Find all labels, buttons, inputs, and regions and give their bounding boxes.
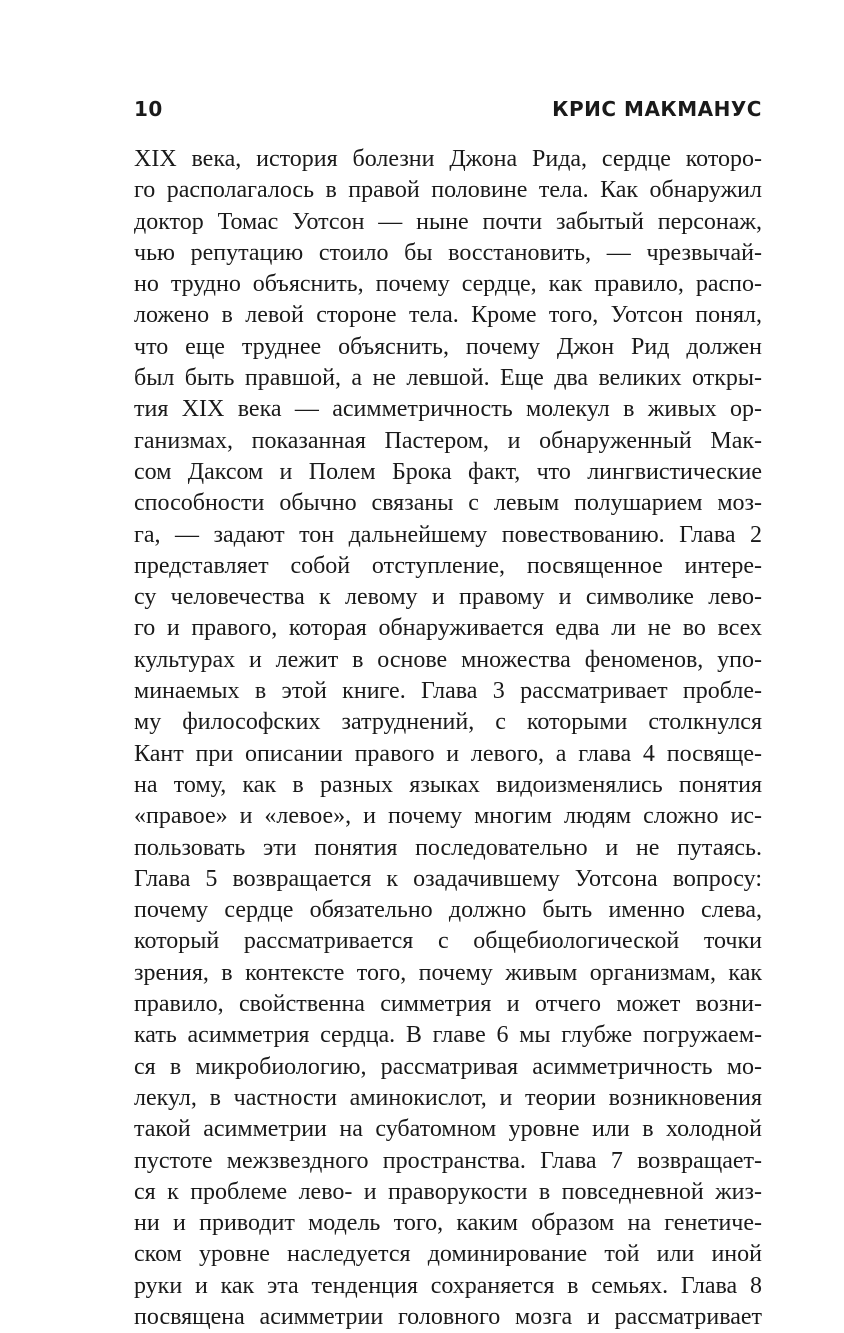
text-line: га, — задают тон дальнейшему повествованию. Глава 2 [134, 521, 762, 548]
text-line: ложено в левой стороне тела. Кроме того, Уотсон понял, [134, 302, 762, 329]
text-line: который рассматривается с общебиологической точки [134, 928, 762, 955]
text-line: посвящена асимметрии головного мозга и рассматривает [134, 1303, 762, 1330]
text-line: что еще труднее объяснить, почему Джон Рид должен [134, 333, 762, 360]
text-line: лекул, в частности аминокислот, и теории возникновения [134, 1084, 762, 1111]
text-line: го располагалось в правой половине тела. Как обнаружил [134, 177, 762, 204]
text-line: представляет собой отступление, посвященное интере- [134, 552, 762, 579]
text-line: тия XIX века — асимметричность молекул в живых ор- [134, 396, 762, 423]
text-line: Глава 5 возвращается к озадачившему Уотсона вопросу: [134, 865, 762, 892]
text-line: правило, свойственна симметрия и отчего может возни- [134, 991, 762, 1018]
page-number: 10 [134, 97, 163, 121]
text-line: культурах и лежит в основе множества феноменов, упо- [134, 646, 762, 673]
text-line: ском уровне наследуется доминирование той или иной [134, 1241, 762, 1268]
text-line: почему сердце обязательно должно быть именно слева, [134, 897, 762, 924]
text-line: ни и приводит модель того, каким образом на генетиче- [134, 1210, 762, 1237]
text-line: «правое» и «левое», и почему многим людям сложно ис- [134, 803, 762, 830]
text-line: пустоте межзвездного пространства. Глава 7 возвращает- [134, 1147, 762, 1174]
text-line: сом Даксом и Полем Брока факт, что лингвистические [134, 458, 762, 485]
text-line: ся к проблеме лево- и праворукости в повседневной жиз- [134, 1178, 762, 1205]
text-line: го и правого, которая обнаруживается едва ли не во всех [134, 615, 762, 642]
text-line: чью репутацию стоило бы восстановить, — чрезвычай- [134, 239, 762, 266]
text-line: XIX века, история болезни Джона Рида, сердце которо- [134, 146, 762, 172]
text-line: на тому, как в разных языках видоизменялись понятия [134, 771, 762, 798]
text-line: но трудно объяснить, почему сердце, как правило, распо- [134, 271, 762, 298]
text-line: минаемых в этой книге. Глава 3 рассматривает пробле- [134, 678, 762, 705]
text-line: способности обычно связаны с левым полушарием моз- [134, 490, 762, 517]
text-line: Кант при описании правого и левого, а глава 4 посвяще- [134, 740, 762, 767]
body-text [134, 144, 762, 1333]
text-line: руки и как эта тенденция сохраняется в семьях. Глава 8 [134, 1272, 762, 1299]
text-line: ганизмах, показанная Пастером, и обнаруженный Мак- [134, 427, 762, 454]
text-line: ся в микробиологию, рассматривая асимметричность мо- [134, 1053, 762, 1080]
running-head-author: КРИС МАКМАНУС [552, 97, 762, 121]
text-line: кать асимметрия сердца. В главе 6 мы глубже погружаем- [134, 1022, 762, 1049]
text-line: пользовать эти понятия последовательно и не путаясь. [134, 834, 762, 861]
text-line: су человечества к левому и правому и символике лево- [134, 584, 762, 611]
text-line: зрения, в контексте того, почему живым организмам, как [134, 959, 762, 986]
text-line: такой асимметрии на субатомном уровне или в холодной [134, 1116, 762, 1143]
text-line: был быть правшой, а не левшой. Еще два великих откры- [134, 365, 762, 392]
text-line: му философских затруднений, с которыми столкнулся [134, 709, 762, 736]
text-line: доктор Томас Уотсон — ныне почти забытый персонаж, [134, 208, 762, 235]
